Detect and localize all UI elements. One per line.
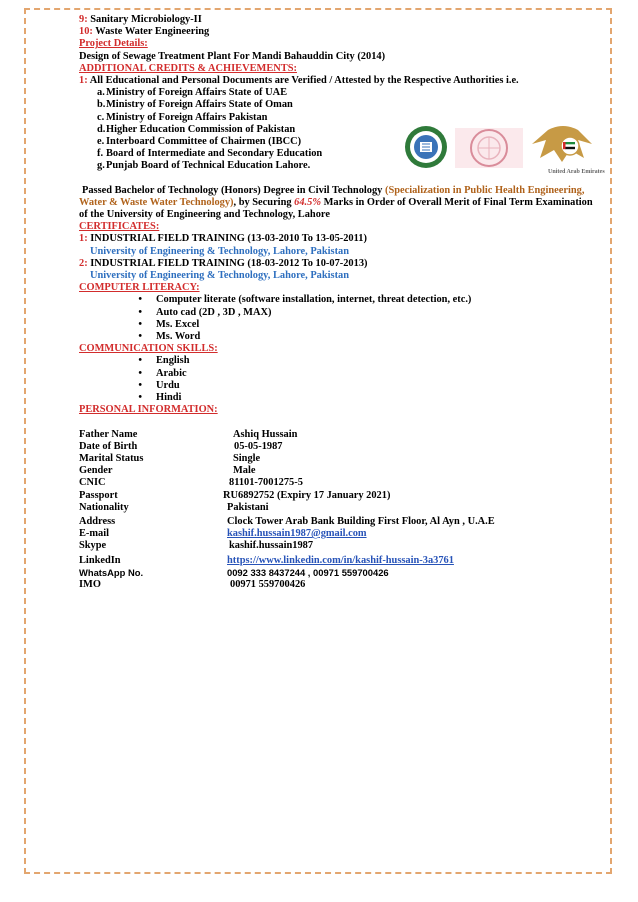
list-item: b. Ministry of Foreign Affairs State of Oman [97,99,293,111]
list-item: g. Punjab Board of Technical Education Lahore. [97,160,311,172]
info-row-linkedin: LinkedIn https://www.linkedin.com/in/kashif-hussain-3a3761 [79,554,454,566]
info-row: Marital Status Single [79,452,261,464]
computer-list [79,294,609,343]
bullet-icon: • [138,294,142,306]
certificate-1-org: University of Engineering & Technology, Lahore, Pakistan [90,245,350,257]
info-row-whatsapp: WhatsApp No. 0092 333 8437244 , 00971 559700426 [79,566,389,578]
list-item: a. Ministry of Foreign Affairs State of UAE [97,87,288,99]
list-item: • Hindi [79,392,609,404]
linkedin-link[interactable]: https://www.linkedin.com/in/kashif-hussain-3a3761 [227,554,454,566]
project-text: Design of Sewage Treatment Plant For Mandi Bahauddin City (2014) [79,50,386,62]
list-item: • Arabic [79,368,609,380]
certificate-2-org: University of Engineering & Technology, Lahore, Pakistan [90,270,350,282]
degree-paragraph-2: Water & Waste Water Technology), by Securing 64.5% Marks in Order of Overall Merit of Final Term Examination [79,196,593,208]
info-row: Father Name Ashiq Hussain [79,428,298,440]
info-row: Date of Birth 05-05-1987 [79,440,283,452]
credits-heading: ADDITIONAL CREDITS & ACHIEVEMENTS: [79,62,297,74]
certificate-1: 1: INDUSTRIAL FIELD TRAINING (13-03-2010 To 13-05-2011) [79,233,367,245]
uae-caption: United Arab Emirates [548,169,605,175]
list-item: • Ms. Word [79,331,609,343]
bullet-icon: • [138,318,142,330]
communication-heading: COMMUNICATION SKILLS: [79,343,218,355]
personal-heading: PERSONAL INFORMATION: [79,404,218,416]
info-row: CNIC 81101-7001275-5 [79,477,303,489]
bullet-icon: • [138,331,142,343]
project-heading: Project Details: [79,38,148,50]
list-item: c. Ministry of Foreign Affairs Pakistan [97,111,268,123]
bullet-icon: • [138,306,142,318]
bullet-icon: • [138,379,142,391]
info-row: Nationality Pakistani [79,501,269,513]
computer-heading: COMPUTER LITERACY: [79,282,200,294]
info-row-imo: IMO 00971 559700426 [79,578,306,590]
personal-info-table [79,429,609,592]
info-row-email: E-mail kashif.hussain1987@gmail.com [79,528,367,540]
subject-9: 9: Sanitary Microbiology-II [79,14,202,25]
credits-list [79,87,609,172]
subject-10: 10: Waste Water Engineering [79,26,210,38]
list-item: d. Higher Education Commission of Pakistan [97,123,296,135]
degree-paragraph-3: of the University of Engineering and Technology, Lahore [79,209,330,221]
credits-intro: 1: All Educational and Personal Documents are Verified / Attested by the Respective Authorities i.e. [79,75,519,87]
info-row: Passport RU6892752 (Expiry 17 January 2021) [79,489,391,501]
list-item: • Ms. Excel [79,319,609,331]
bullet-icon: • [138,392,142,404]
info-row: Gender Male [79,465,256,477]
certificate-2: 2: INDUSTRIAL FIELD TRAINING (18-03-2012 To 10-07-2013) [79,257,368,269]
list-item: • Urdu [79,380,609,392]
email-link[interactable]: kashif.hussain1987@gmail.com [227,528,367,540]
list-item: • English [79,355,609,367]
communication-list [79,355,609,404]
list-item: • Auto cad (2D , 3D , MAX) [79,307,609,319]
certificates-heading: CERTIFICATES: [79,221,160,233]
bullet-icon: • [138,355,142,367]
list-item: • Computer literate (software installation, internet, threat detection, etc.) [79,294,609,306]
list-item: f. Board of Intermediate and Secondary Education [97,148,323,160]
info-row-skype: Skype kashif.hussain1987 [79,540,314,552]
list-item: e. Interboard Committee of Chairmen (IBCC) [97,136,302,148]
degree-paragraph: Passed Bachelor of Technology (Honors) Degree in Civil Technology (Specialization in Public Health Engineering, [82,184,585,196]
bullet-icon: • [138,367,142,379]
resume-content [79,14,609,591]
info-row: Address Clock Tower Arab Bank Building First Floor, Al Ayn , U.A.E [79,515,495,527]
